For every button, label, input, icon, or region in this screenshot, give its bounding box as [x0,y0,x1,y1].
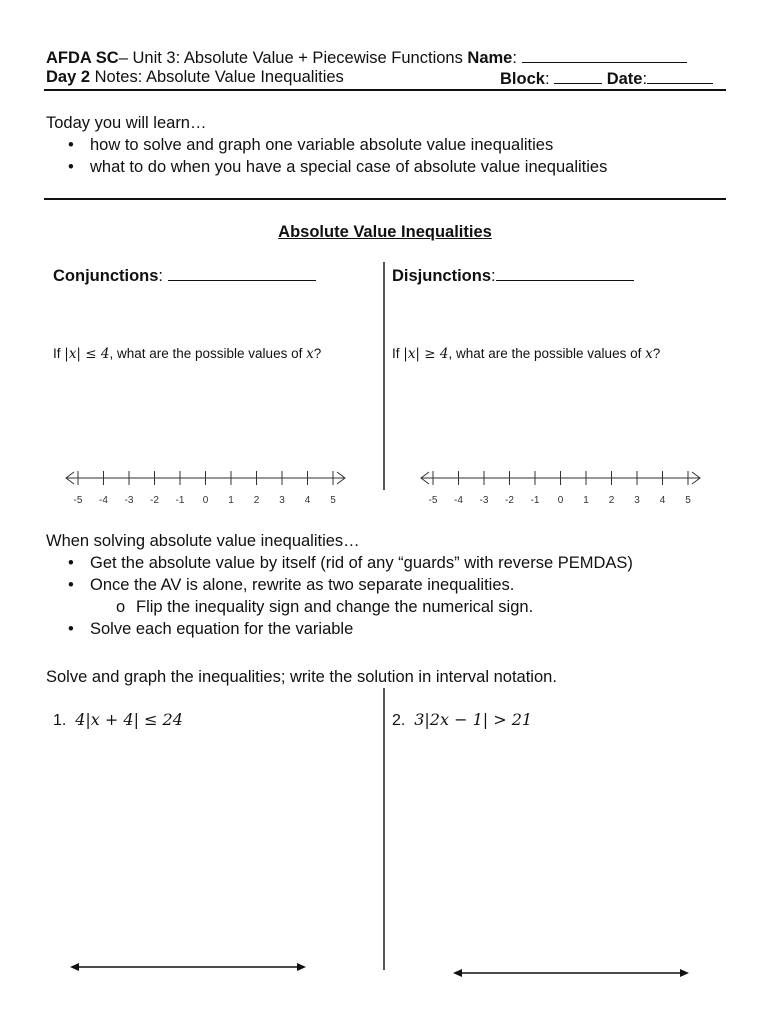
number-line-left [60,466,360,510]
steps-list-2 [46,618,633,640]
q-left-expression: |x| ≤ 4 [64,346,110,362]
list-item: • Solve each equation for the variable [90,618,633,640]
block-blank[interactable] [554,67,602,84]
q-prefix: If [392,346,404,361]
tick-label: 5 [685,495,691,506]
q-prefix: If [53,346,65,361]
list-item: o Flip the inequality sign and change the numerical sign. [136,596,633,618]
tick-label: 3 [634,495,640,506]
tick-label: -5 [428,495,438,506]
problem-1-number: 1. [53,712,67,729]
header-line-2 [46,67,344,87]
tick-label: 1 [583,495,589,506]
name-label: Name [467,49,513,67]
q-right-expression: |x| ≥ 4 [403,346,449,362]
block-colon: : [544,70,550,88]
problem-1 [53,710,183,730]
disjunctions-colon: : [491,267,496,285]
block-label: Block [500,70,545,88]
tick-label: -4 [99,495,108,506]
tick-label: -5 [73,495,83,506]
list-item: • what to do when you have a special case of absolute value inequalities [90,156,607,178]
tick-label: 2 [253,495,260,506]
practice-instructions: Solve and graph the inequalities; write the solution in interval notation. [46,668,557,686]
tick-label: 0 [202,495,209,506]
list-item: • Once the AV is alone, rewrite as two separate inequalities. [90,574,633,596]
q-question-mark: ? [313,346,322,361]
tick-label: -1 [175,495,185,506]
conjunctions-label: Conjunctions [53,267,159,285]
tick-label: 2 [608,495,615,506]
disjunctions-blank[interactable] [496,264,634,281]
date-colon: : [642,70,648,88]
tick-label: -1 [530,495,540,506]
problem-2 [392,710,532,730]
course-name: AFDA SC [46,49,119,67]
q-question-mark: ? [652,346,661,361]
problem-1-expression: 4|x + 4| ≤ 24 [75,710,183,729]
tick-label: 4 [304,495,311,506]
conjunction-question [53,346,321,362]
steps-list [46,552,633,596]
arrow-right-icon [680,969,689,977]
solving-steps [46,530,633,640]
learn-intro: Today you will learn… [46,114,207,132]
tick-label: 0 [557,495,564,506]
conjunctions-heading [53,264,316,286]
name-blank[interactable] [522,46,687,63]
tick-label: -4 [454,495,463,506]
tick-label: 4 [659,495,666,506]
tick-label: -3 [124,495,134,506]
section-title: Absolute Value Inequalities [278,223,492,241]
tick-label: -2 [505,495,514,506]
notes-title: Notes: Absolute Value Inequalities [90,68,344,86]
substeps-list [46,596,633,618]
q-variable: x [306,346,314,362]
block-date [500,67,713,89]
date-label: Date [606,70,643,88]
header-line-1 [46,46,687,68]
tick-label: 5 [330,495,336,506]
tick-label: -3 [479,495,489,506]
disjunctions-label: Disjunctions [392,267,492,285]
list-item: • Get the absolute value by itself (rid of any “guards” with reverse PEMDAS) [90,552,633,574]
column-divider-bottom [383,688,385,970]
q-variable: x [645,346,653,362]
problem-2-number: 2. [392,712,406,729]
q-suffix: , what are the possible values of [448,346,646,361]
problem-2-expression: 3|2x − 1| > 21 [414,710,533,729]
section-divider [44,198,726,200]
solving-intro: When solving absolute value inequalities… [46,532,360,550]
answer-line-2 [453,964,689,982]
name-colon: : [512,49,517,67]
list-item: • how to solve and graph one variable absolute value inequalities [90,134,607,156]
header-divider [44,89,726,91]
tick-label: 3 [279,495,285,506]
tick-label: 1 [228,495,234,506]
conjunctions-blank[interactable] [168,264,316,281]
unit-title: – Unit 3: Absolute Value + Piecewise Functions [118,49,468,67]
disjunction-question [392,346,660,362]
q-suffix: , what are the possible values of [109,346,307,361]
day-label: Day 2 [46,68,91,86]
column-divider-top [383,262,385,490]
answer-line-1 [70,958,306,976]
arrow-right-icon [297,963,306,971]
disjunctions-heading [392,264,634,286]
date-blank[interactable] [647,67,713,84]
arrow-left-icon [453,969,462,977]
learn-list [46,134,607,178]
conjunctions-colon: : [158,267,163,285]
number-line-right [415,466,715,510]
tick-label: -2 [150,495,159,506]
learning-objectives [46,112,607,178]
arrow-left-icon [70,963,79,971]
